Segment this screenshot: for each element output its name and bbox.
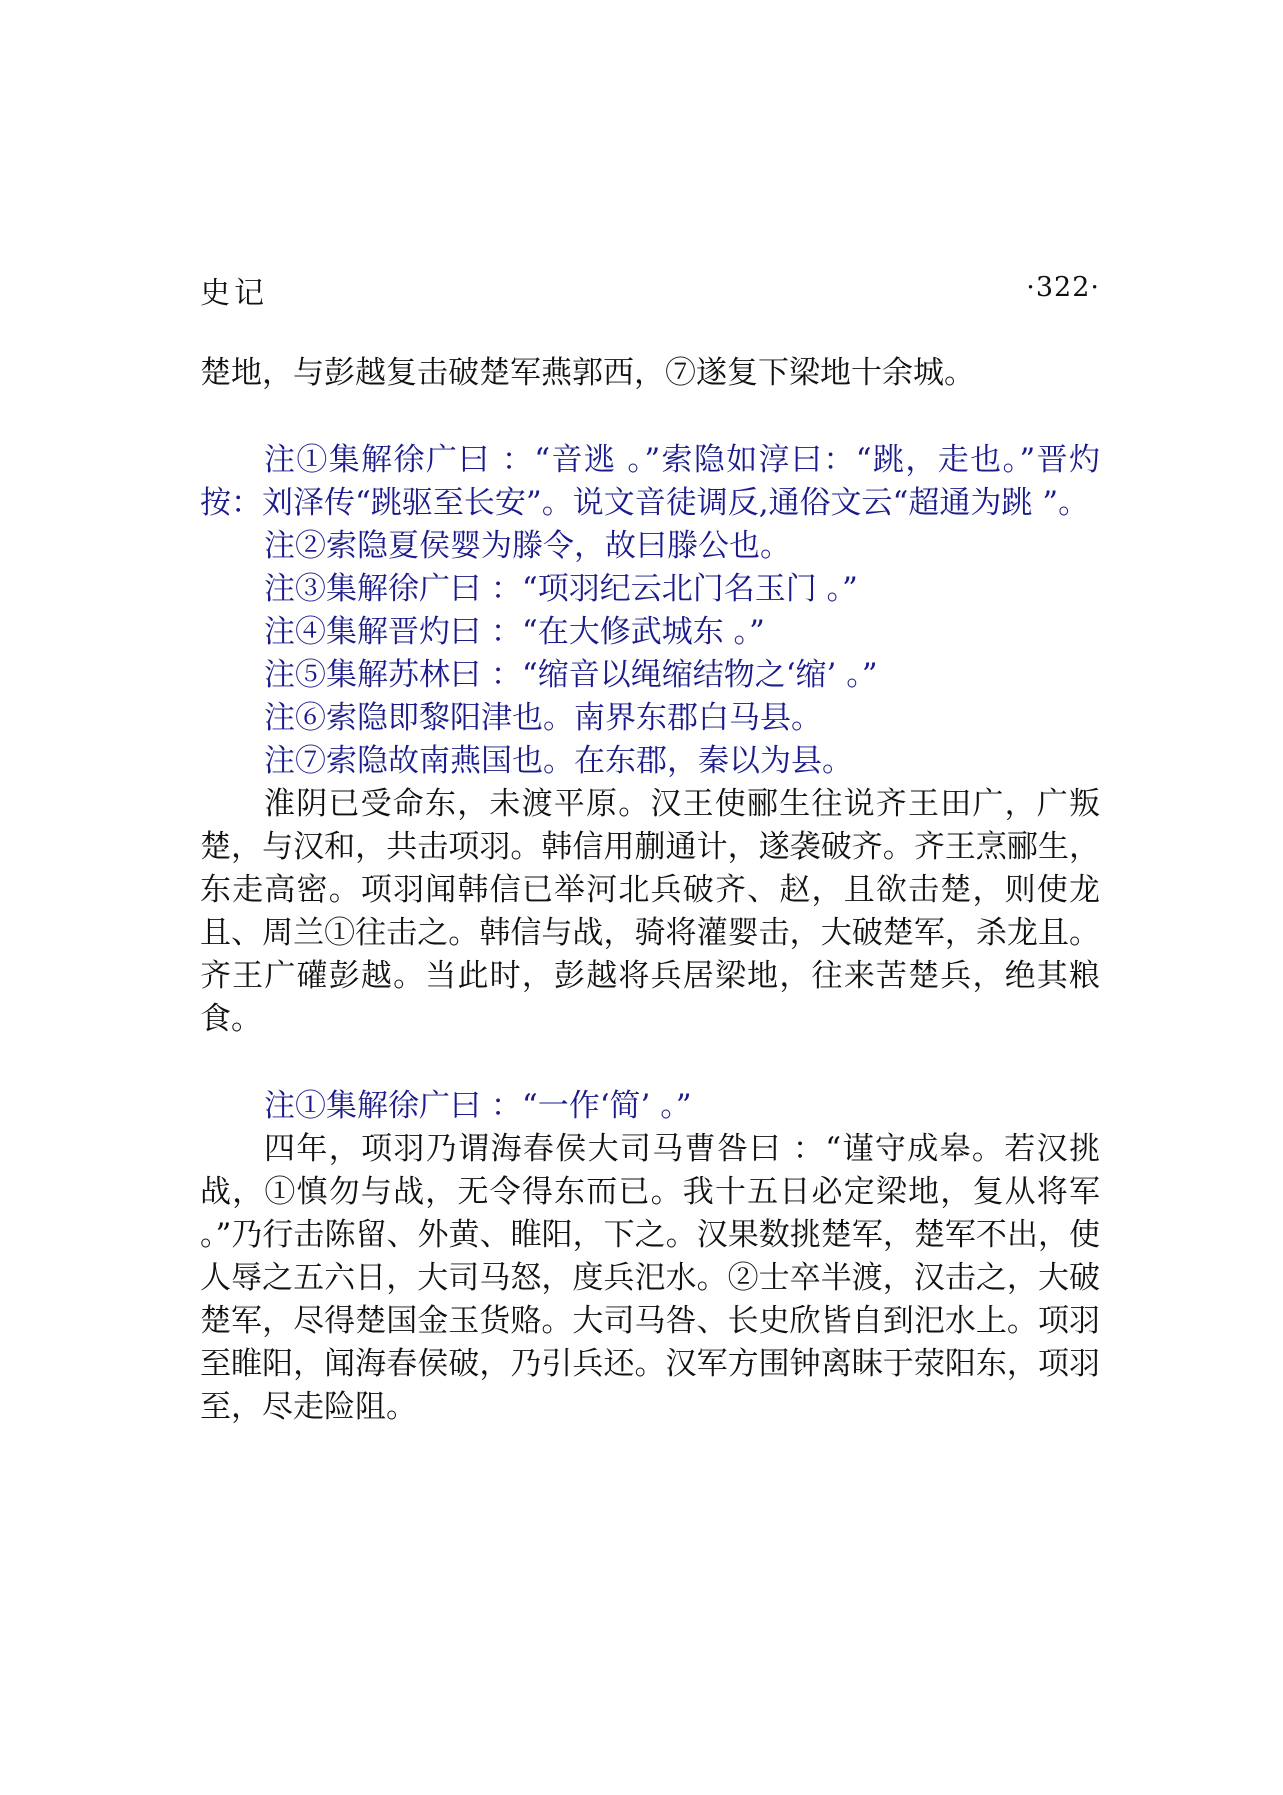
note-4: 注④集解晋灼曰 ：“在大修武城东 。” <box>264 614 765 650</box>
book-title: 史记 <box>200 276 268 311</box>
page-body <box>200 352 1100 1429</box>
note-7: 注⑦索隐故南燕国也。在东郡，秦以为县。 <box>264 743 853 779</box>
paragraph-sinian: 四年，项羽乃谓海春侯大司马曹咎曰 ：“谨守成皋。若汉挑战，①慎勿与战，无令得东而已。我十五日必定梁地，复从将军 。”乃行击陈留、外黄、睢阳，下之。汉果数挑楚军，楚军不出，使人辱之五六日，大司马怒，度兵汜水。②士卒半渡，汉击之，大破楚军，尽得楚国金玉货赂。大司马咎、长史欣皆自到汜水上。项羽至睢阳，闻海春侯破，乃引兵还。汉军方围钟离眜于荥阳东，项羽至，尽走险阻。 <box>200 1131 1100 1425</box>
note-6: 注⑥索隐即黎阳津也。南界东郡白马县。 <box>264 700 822 736</box>
note-1: 注①集解徐广曰 ：“音逃 。”索隐如淳曰：“跳，走也。”晋灼按：刘泽传“跳驱至长安”。说文音徒调反,通俗文云“超通为跳 ”。 <box>200 442 1100 521</box>
page-number: ·322· <box>1026 272 1100 303</box>
page-header <box>200 268 1100 311</box>
paragraph-continued: 楚地，与彭越复击破楚军燕郭西，⑦遂复下梁地十余城。 <box>200 355 975 391</box>
note-2: 注②索隐夏侯婴为滕令，故曰滕公也。 <box>264 528 791 564</box>
paragraph-huaiyin: 淮阴已受命东，未渡平原。汉王使郦生往说齐王田广，广叛楚，与汉和，共击项羽。韩信用蒯通计，遂袭破齐。齐王烹郦生，东走高密。项羽闻韩信已举河北兵破齐、赵，且欲击楚，则使龙且、周兰①往击之。韩信与战，骑将灌婴击，大破楚军，杀龙且。齐王广礶彭越。当此时，彭越将兵居梁地，往来苦楚兵，绝其粮食。 <box>200 786 1100 1037</box>
note-b-1: 注①集解徐广曰 ：“一作‘简’ 。” <box>264 1088 692 1124</box>
note-3: 注③集解徐广曰 ：“项羽纪云北门名玉门 。” <box>264 571 858 607</box>
note-5: 注⑤集解苏林曰 ：“缩音以绳缩结物之‘缩’ 。” <box>264 657 878 693</box>
